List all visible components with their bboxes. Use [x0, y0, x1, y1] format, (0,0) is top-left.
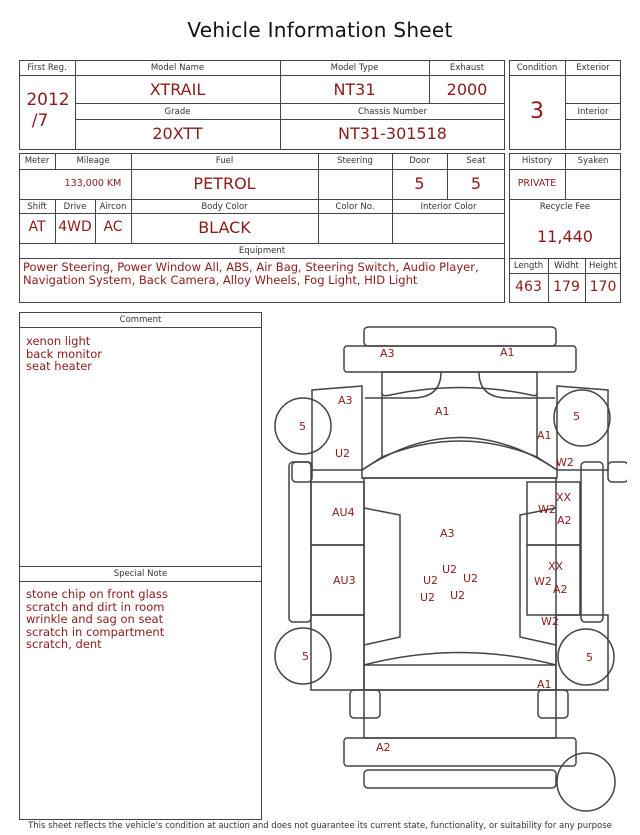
interior-color-label: Interior Color [420, 202, 477, 212]
drive-label: Drive [63, 202, 87, 212]
first-reg-label: First Reg. [27, 63, 67, 73]
comment-list [26, 335, 102, 373]
spare-tire-shape [557, 753, 615, 811]
special-note-item: scratch and dirt in room [26, 599, 165, 614]
damage-mark: A2 [553, 583, 568, 596]
door-value: 5 [414, 174, 425, 193]
seat-value: 5 [470, 174, 482, 193]
damage-mark: W2 [541, 615, 559, 628]
special-note-label: Special Note [113, 569, 168, 579]
seat-label: Seat [466, 156, 486, 166]
fuel-label: Fuel [215, 156, 234, 166]
model-type-value: NT31 [333, 80, 376, 99]
disclaimer-footer: This sheet reflects the vehicle's condition at auction and does not guarantee its current state, functionality, or suitability for any purpose [28, 821, 612, 831]
damage-mark: U2 [450, 589, 466, 602]
length-label: Length [513, 261, 544, 271]
width-value: 179 [553, 279, 580, 295]
syaken-label: Syaken [577, 156, 609, 166]
condition-label: Condition [516, 63, 558, 73]
height-label: Height [588, 261, 618, 271]
body-color-label: Body Color [201, 202, 248, 212]
mileage-value: 133,000 KM [64, 178, 122, 189]
recycle-fee-label: Recycle Fee [539, 202, 591, 212]
special-note-item: scratch in compartment [26, 624, 165, 639]
damage-mark: W2 [534, 575, 552, 588]
damage-mark: W2 [556, 456, 574, 469]
damage-mark: AU3 [333, 574, 356, 587]
tire-front-right-shape [554, 390, 610, 446]
damage-mark: A2 [557, 514, 572, 527]
damage-mark: XX [556, 491, 572, 504]
vehicle-damage-diagram [265, 312, 627, 820]
comment-item: back monitor [26, 346, 102, 361]
hood-shape [382, 372, 537, 396]
exhaust-value: 2000 [446, 80, 488, 99]
tailgate-shape [364, 690, 556, 738]
length-value: 463 [515, 279, 542, 295]
damage-mark: 5 [573, 410, 580, 423]
history-label: History [521, 156, 553, 166]
fuel-value: PETROL [193, 174, 256, 193]
special-note-item: stone chip on front glass [26, 587, 168, 601]
height-value: 170 [589, 279, 617, 295]
shift-label: Shift [27, 202, 47, 212]
damage-mark: U2 [463, 572, 479, 585]
special-note-item: wrinkle and sag on seat [26, 612, 164, 626]
width-label: Widht [554, 261, 579, 271]
chassis-label: Chassis Number [357, 107, 428, 117]
page-title: Vehicle Information Sheet [187, 18, 453, 42]
damage-mark: A3 [440, 527, 455, 540]
meter-label: Meter [24, 156, 50, 166]
mileage-label: Mileage [76, 156, 110, 166]
front-panel-shape [344, 346, 576, 372]
damage-mark: 5 [299, 420, 306, 433]
windshield-shape [362, 438, 557, 479]
damage-mark: XX [548, 560, 564, 573]
damage-mark: A1 [435, 405, 450, 418]
special-note-list [26, 588, 168, 651]
damage-mark: A2 [376, 741, 391, 754]
exterior-label: Exterior [576, 63, 610, 73]
damage-mark: A1 [537, 429, 552, 442]
condition-score: 3 [530, 99, 544, 124]
drive-value: 4WD [58, 219, 92, 235]
comment-item: seat heater [26, 359, 93, 373]
comment-label: Comment [119, 315, 162, 325]
grade-label: Grade [164, 107, 191, 117]
recycle-fee-value: 11,440 [537, 227, 593, 246]
damage-mark: W2 [538, 503, 556, 516]
damage-mark: AU4 [332, 506, 355, 519]
damage-mark: A3 [338, 394, 353, 407]
model-type-label: Model Type [330, 63, 379, 73]
first-reg-year: 2012 [26, 90, 70, 110]
damage-mark: U2 [442, 563, 458, 576]
equipment-label: Equipment [238, 246, 286, 256]
damage-mark: U2 [423, 574, 439, 587]
damage-mark: 5 [586, 651, 593, 664]
chassis-value: NT31-301518 [338, 124, 447, 143]
equipment-list: Power Steering, Power Window All, ABS, Air Bag, Steering Switch, Audio Player, Navigation System, Back Camera, Alloy Wheels, Fog Light, HID Light [23, 260, 479, 287]
damage-mark: U2 [420, 591, 436, 604]
steering-label: Steering [337, 156, 373, 166]
body-color-value: BLACK [198, 218, 251, 237]
damage-mark: A3 [380, 347, 395, 360]
damage-mark: A1 [500, 346, 515, 359]
special-note-item: scratch, dent [26, 637, 102, 651]
color-no-label: Color No. [335, 202, 375, 212]
shift-value: AT [28, 219, 46, 235]
model-name-label: Model Name [150, 63, 205, 73]
interior-label: Interior [577, 107, 609, 117]
model-name-value: XTRAIL [149, 80, 206, 99]
grade-value: 20XTT [152, 124, 203, 143]
damage-mark: A1 [537, 678, 552, 691]
door-label: Door [409, 156, 430, 166]
first-reg-month: /7 [31, 111, 49, 131]
exhaust-label: Exhaust [449, 63, 485, 73]
front-bumper-shape [364, 327, 556, 346]
damage-mark: U2 [335, 447, 351, 460]
aircon-value: AC [103, 219, 123, 235]
damage-mark: 5 [302, 650, 309, 663]
comment-item: xenon light [26, 334, 91, 348]
history-value: PRIVATE [517, 178, 557, 189]
aircon-label: Aircon [99, 202, 127, 212]
rear-window-shape [364, 653, 556, 691]
rear-right-quarter-shape [556, 615, 608, 690]
